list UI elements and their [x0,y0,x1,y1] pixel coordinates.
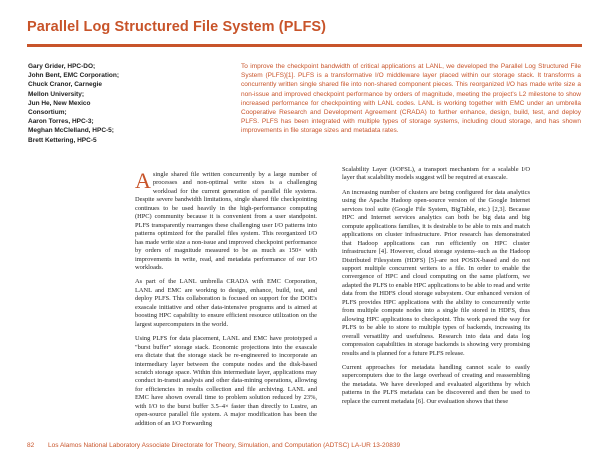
author-line: Mellon University; [28,90,84,98]
page-number: 82 [27,442,35,449]
drop-cap: A [135,168,151,193]
body-column-right [342,166,530,412]
body-paragraph: Current approaches for metadata handling cannot scale to easily supercomputers due to the large overhead of creating and reassembling the metadata. We have developed and evaluated algorithms by which patterns in the PLFS metadata can be discovered and then be used to replace the current metadata [6]. Our evaluation shows that these [342,363,530,405]
author-line: Meghan McClelland, HPC-5; [28,127,114,135]
article-title: Parallel Log Structured File System (PLFS) [27,19,327,35]
body-paragraph: Using PLFS for data placement, LANL and EMC have prototyped a "burst buffer" storage stack. Economic projections into the exascale era dictate that the storage stack be re-engineered to incorporate an intermediary layer between the compute nodes and the disk-based scratch storage space. Within this intermediate layer, applications may conduct in-transit analysis and other data-mining operations, allowing for efficiencies in results collection and file archiving. LANL and EMC have shown overall time to problem solution reduced by 23%, with I/O to the burst buffer 3.5–4× faster than directly to Lustre, an open-source parallel file system. A major modification has been the addition of an I/O Forwarding [135,335,317,427]
author-line: John Bent, EMC Corporation; [28,72,119,80]
abstract: To improve the checkpoint bandwidth of critical applications at LANL, we developed the Parallel Log Structured File System (PLFS)[1]. PLFS is a transformative I/O middleware layer placed within our storage stack. It transforms a concurrently written single shared file into non-shared component pieces. This reorganized I/O has made write size a non-issue and improved checkpoint performance by orders of magnitude, meeting the project's L2 milestone to show increased performance for checkpointing with LANL codes. LANL is working together with EMC under an umbrella Cooperative Research and Development Agreement (CRADA) to further enhance, design, build, test, and deploy PLFS. PLFS has been integrated with multiple types of storage systems, including cloud storage, and has shown improvements in file storage sizes and metadata rates. [241,63,581,135]
author-line: Gary Grider, HPC-DO; [28,63,96,70]
body-paragraph: Scalability Layer (I/OFSL), a transport mechanism for a scalable I/O layer that scalability models suggest will be required at exascale. [342,166,530,182]
body-paragraph: As part of the LANL umbrella CRADA with EMC Corporation, LANL and EMC are working to design, enhance, build, test, and deploy PLFS. This collaboration is focused on support for the DOE's exascale initiative and other data-intensive programs and is aimed at boosting HPC capability to ensure efficient resource utilization on the largest supercomputers in the world. [135,278,317,328]
author-line: Brett Kettering, HPC-5 [28,136,97,144]
author-line: Chuck Cranor, Carnegie [28,81,103,89]
page-footer [27,442,400,449]
title-rule [27,44,582,47]
body-paragraph: Asingle shared file written concurrently by a large number of processes and non-optimal write sizes is a challenging workload for the current generation of parallel file systems. Despite severe bandwidth limitations, single shared file checkpointing continues to be used heavily in the high-performance computing (HPC) community because it is convenient from a user standpoint. PLFS transparently rearranges these challenging user I/O patterns into patterns optimized for the parallel files system. This reorganized I/O has made write size a non-issue and improved checkpoint performance by orders of magnitude measured to be as much as 150× with improvements in write, read, and metadata performance of our I/O workloads. [135,168,317,271]
body-column-left [135,168,317,434]
author-line: Consortium; [28,109,67,117]
footer-text: Los Alamos National Laboratory Associate Directorate for Theory, Simulation, and Computation (ADTSC) LA-UR 13-20839 [48,442,401,449]
author-list [28,62,148,145]
body-paragraph: An increasing number of clusters are being configured for data analytics using the Apache Hadoop open-source version of the Google Internet services tool suite (Google File System, BigTable, etc.) [2,3]. Because HPC and Internet services analytics can both be big data and big compute applications families, it is desirable to be able to mix and match applications on cluster infrastructure. Prior research has demonstrated that Hadoop applications can run efficiently on HPC cluster infrastructure [4]. However, cloud storage systems–such as the Hadoop Distributed Filesystem (HDFS) [5]–are not POSIX-based and do not support multiple concurrent writers to a file. In order to enable the convergence of HPC and cloud computing on the same platform, we adapted the PLFS to enable HPC applications to be able to read and write data from the HDFS cloud storage subsystem. Our enhanced version of PLFS provides HPC applications with the ability to concurrently write from multiple compute nodes into a single file stored in HDFS, thus allowing HPC applications to checkpoint. This work paved the way for PLFS to be able to store to multiple types of backends, increasing its overall versatility and usefulness. Research into data and data log compression capabilities in storage backends is showing very promising results and is planned for a future PLFS release. [342,188,530,357]
author-line: Aaron Torres, HPC-3; [28,118,94,126]
author-line: Jun He, New Mexico [28,99,91,107]
